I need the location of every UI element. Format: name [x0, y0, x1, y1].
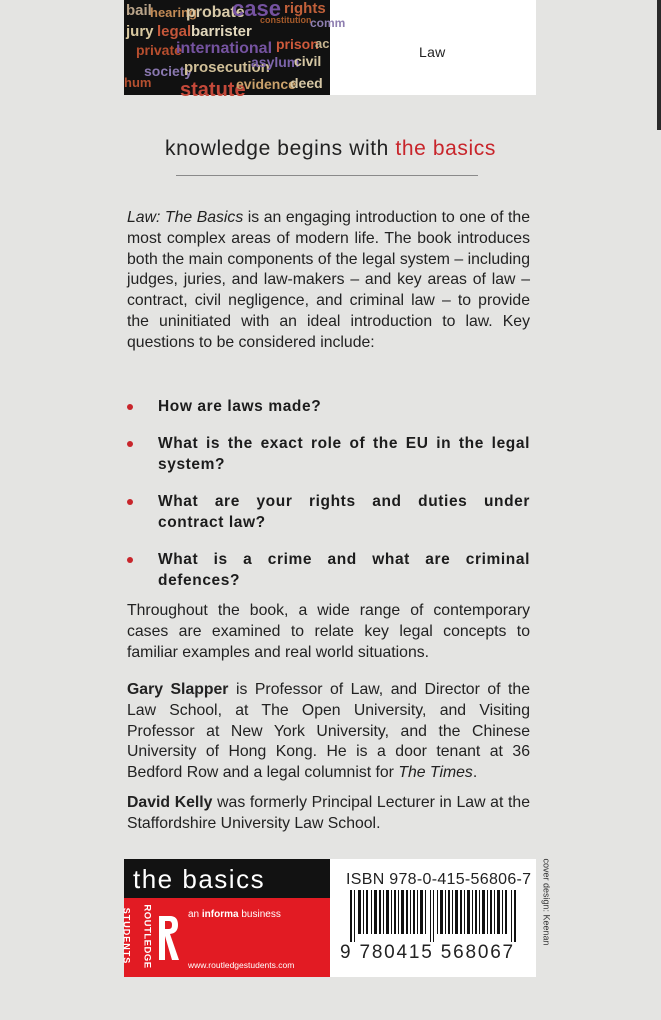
edge-strip	[657, 0, 661, 130]
question-item	[127, 433, 530, 475]
informa-prefix: an	[188, 909, 202, 920]
subject-label: Law	[419, 44, 446, 60]
question-text: What is the exact role of the EU in the legal system?	[158, 435, 530, 473]
barcode-icon	[350, 890, 518, 942]
word-cloud-word: ac	[315, 36, 330, 51]
tagline-divider	[176, 175, 478, 176]
key-questions-list	[127, 396, 530, 607]
word-cloud-word: prosecution	[184, 59, 270, 76]
publisher-website: www.routledgestudents.com	[188, 960, 295, 970]
author-name-kelly: David Kelly	[127, 794, 213, 811]
bullet-dot-icon	[127, 499, 133, 505]
word-cloud-word: society	[144, 63, 193, 79]
students-label: STUDENTS	[121, 907, 132, 965]
word-cloud-word: asylum	[251, 54, 300, 70]
routledge-r-logo-icon	[156, 912, 182, 964]
publisher-panel	[121, 898, 330, 977]
isbn-text: ISBN 978-0-415-56806-7	[346, 871, 532, 888]
slapper-bio-italic: The Times	[398, 764, 473, 782]
word-cloud-word: comm	[310, 16, 346, 30]
bullet-dot-icon	[127, 557, 133, 563]
word-cloud-word: statute	[180, 79, 246, 101]
kelly-bio	[127, 793, 530, 835]
publisher-label: ROUTLEDGE	[141, 904, 153, 969]
informa-tagline	[188, 909, 281, 920]
cover-design-credit: cover design: Keenan	[541, 858, 552, 946]
word-cloud-word: probate	[186, 4, 245, 21]
word-cloud-word: legal	[157, 23, 192, 40]
series-label: the basics	[133, 864, 266, 894]
slapper-bio-end: .	[472, 764, 478, 782]
book-title: Law: The Basics	[127, 209, 244, 226]
cover-word-cloud-image	[124, 0, 346, 101]
word-cloud-word: case	[232, 0, 281, 21]
intro-text: is an engaging introduction to one of the most complex areas of modern life. The book introduces both the main components of the legal system – including judges, juries, and law-makers – and key areas of law – contract, civil negligence, and criminal law – to provide the uninitiated with an ideal introduction to law. Key questions to be considered include:	[127, 209, 530, 351]
question-item	[127, 549, 530, 591]
word-cloud-word: private	[136, 42, 182, 58]
word-cloud-word: hearing	[150, 5, 197, 20]
word-cloud-word: deed	[290, 75, 323, 91]
question-text: What is a crime and what are criminal defences?	[158, 551, 530, 589]
informa-brand: informa	[201, 909, 239, 920]
word-cloud-word: jury	[126, 23, 154, 40]
series-tagline	[0, 137, 661, 161]
top-banner	[124, 0, 536, 101]
barcode-digits: 9 780415 568067	[340, 942, 515, 963]
author-name-slapper: Gary Slapper	[127, 681, 229, 698]
tagline-prefix: knowledge begins with	[165, 137, 396, 160]
question-text: What are your rights and duties under contract law?	[158, 493, 530, 531]
students-label-wrap	[121, 902, 140, 972]
publisher-label-wrap	[141, 902, 155, 972]
word-cloud-word: hum	[124, 75, 152, 90]
slapper-bio	[127, 680, 530, 784]
footer-block	[121, 859, 536, 977]
word-cloud-word: civil	[294, 53, 322, 69]
word-cloud-word: barrister	[191, 23, 252, 40]
bullet-dot-icon	[127, 404, 133, 410]
cover-design-credit-wrap	[540, 859, 554, 977]
intro-paragraph	[127, 208, 530, 354]
informa-suffix: business	[238, 909, 281, 920]
question-item	[127, 396, 530, 417]
tagline-highlight: the basics	[395, 137, 496, 160]
word-cloud-word: bail	[126, 2, 152, 19]
bullet-dot-icon	[127, 441, 133, 447]
kelly-bio-text: was formerly Principal Lecturer in Law at the Staffordshire University Law School.	[127, 794, 530, 832]
throughout-paragraph: Throughout the book, a wide range of contemporary cases are examined to relate key legal concepts to familiar examples and real world situations.	[127, 602, 530, 661]
word-cloud-word: evidence	[236, 76, 296, 92]
slapper-bio-text: is Professor of Law, and Director of the Law School, at The Open University, and Visiting Professor at New York University, and the Chinese University of Hong Kong. He is a door tenant at 36 Bedford Row and a legal columnist for	[127, 681, 531, 782]
question-item	[127, 491, 530, 533]
word-cloud-word: prison	[276, 36, 319, 52]
word-cloud-word: rights	[284, 0, 326, 17]
word-cloud-word: constitution	[260, 15, 312, 25]
word-cloud-word: international	[176, 40, 273, 57]
barcode-panel	[330, 859, 536, 977]
question-text: How are laws made?	[158, 398, 322, 415]
series-logo-panel	[124, 859, 330, 898]
